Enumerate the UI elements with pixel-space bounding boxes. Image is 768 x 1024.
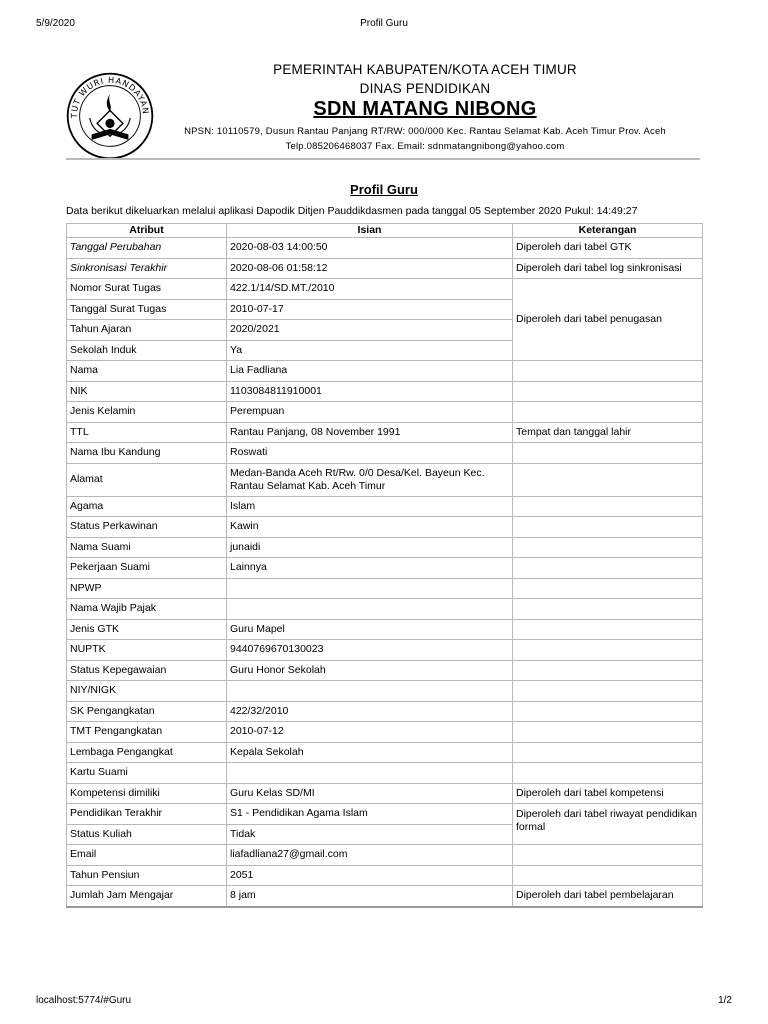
row-note	[513, 701, 703, 722]
row-attribute: Kartu Suami	[67, 763, 227, 784]
row-note	[513, 517, 703, 538]
row-attribute: NIK	[67, 381, 227, 402]
row-note: Diperoleh dari tabel kompetensi	[513, 783, 703, 804]
row-note	[513, 381, 703, 402]
row-note: Diperoleh dari tabel penugasan	[513, 279, 703, 361]
table-row	[67, 558, 703, 579]
row-value: 422/32/2010	[227, 701, 513, 722]
print-date: 5/9/2020	[36, 18, 75, 29]
row-value: Guru Honor Sekolah	[227, 660, 513, 681]
table-row	[67, 422, 703, 443]
row-note	[513, 681, 703, 702]
row-attribute: Tahun Pensiun	[67, 865, 227, 886]
row-value: Perempuan	[227, 402, 513, 423]
row-note: Diperoleh dari tabel pembelajaran	[513, 886, 703, 907]
table-row	[67, 463, 703, 496]
row-attribute: NIY/NIGK	[67, 681, 227, 702]
row-attribute: NUPTK	[67, 640, 227, 661]
table-row	[67, 660, 703, 681]
row-note	[513, 463, 703, 496]
row-attribute: Alamat	[67, 463, 227, 496]
row-attribute: NPWP	[67, 578, 227, 599]
row-note	[513, 558, 703, 579]
table-row	[67, 783, 703, 804]
table-row	[67, 578, 703, 599]
row-attribute: Jenis Kelamin	[67, 402, 227, 423]
row-note	[513, 496, 703, 517]
header-divider	[66, 158, 700, 160]
print-url: localhost:5774/#Guru	[36, 995, 132, 1006]
school-name: SDN MATANG NIBONG	[313, 98, 537, 120]
row-note	[513, 402, 703, 423]
table-row	[67, 402, 703, 423]
table-row	[67, 258, 703, 279]
tut-wuri-handayani-logo	[64, 70, 156, 162]
table-row	[67, 517, 703, 538]
row-value: Kepala Sekolah	[227, 742, 513, 763]
column-header-isian: Isian	[227, 224, 513, 238]
row-note	[513, 599, 703, 620]
row-value: Ya	[227, 340, 513, 361]
row-note: Diperoleh dari tabel log sinkronisasi	[513, 258, 703, 279]
row-attribute: Pekerjaan Suami	[67, 558, 227, 579]
print-page-number: 1/2	[718, 995, 732, 1006]
row-note	[513, 865, 703, 886]
table-row	[67, 279, 703, 300]
row-attribute: TTL	[67, 422, 227, 443]
svg-text:TUT WURI HANDAYANI: TUT WURI HANDAYAN	[68, 74, 152, 119]
row-attribute: Tanggal Surat Tugas	[67, 299, 227, 320]
row-attribute: Pendidikan Terakhir	[67, 804, 227, 825]
table-row	[67, 619, 703, 640]
row-attribute: Nama Wajib Pajak	[67, 599, 227, 620]
table-row	[67, 537, 703, 558]
table-row	[67, 361, 703, 382]
row-note	[513, 578, 703, 599]
row-value: S1 - Pendidikan Agama Islam	[227, 804, 513, 825]
document-title: Profil Guru	[350, 182, 418, 197]
row-attribute: Jumlah Jam Mengajar	[67, 886, 227, 907]
row-value: 422.1/14/SD.MT./2010	[227, 279, 513, 300]
column-header-keterangan: Keterangan	[513, 224, 703, 238]
table-row	[67, 742, 703, 763]
row-value: Kawin	[227, 517, 513, 538]
row-value: Lia Fadliana	[227, 361, 513, 382]
row-value	[227, 681, 513, 702]
row-attribute: Agama	[67, 496, 227, 517]
row-attribute: Sekolah Induk	[67, 340, 227, 361]
row-attribute: TMT Pengangkatan	[67, 722, 227, 743]
table-row	[67, 238, 703, 259]
school-contact: Telp.085206468037 Fax. Email: sdnmatangnibong@yahoo.com	[285, 141, 565, 152]
row-note: Diperoleh dari tabel GTK	[513, 238, 703, 259]
profile-table	[66, 223, 703, 908]
table-row	[67, 681, 703, 702]
row-value	[227, 599, 513, 620]
row-attribute: Nama	[67, 361, 227, 382]
column-header-atribut: Atribut	[67, 224, 227, 238]
row-note	[513, 763, 703, 784]
row-attribute: Tanggal Perubahan	[67, 238, 227, 259]
row-note	[513, 660, 703, 681]
row-value: Rantau Panjang, 08 November 1991	[227, 422, 513, 443]
row-value: junaidi	[227, 537, 513, 558]
row-attribute: Sinkronisasi Terakhir	[67, 258, 227, 279]
row-note: Tempat dan tanggal lahir	[513, 422, 703, 443]
row-value: 9440769670130023	[227, 640, 513, 661]
row-value: 2020-08-03 14:00:50	[227, 238, 513, 259]
table-row	[67, 599, 703, 620]
row-value	[227, 763, 513, 784]
row-note	[513, 619, 703, 640]
row-note	[513, 845, 703, 866]
row-value: Roswati	[227, 443, 513, 464]
table-row	[67, 640, 703, 661]
row-attribute: Status Perkawinan	[67, 517, 227, 538]
row-note	[513, 361, 703, 382]
table-row	[67, 443, 703, 464]
document-intro: Data berikut dikeluarkan melalui aplikasi Dapodik Ditjen Pauddikdasmen pada tanggal 05 September 2020 Pukul: 14:49:27	[66, 205, 638, 217]
row-value: Guru Kelas SD/MI	[227, 783, 513, 804]
row-value: Tidak	[227, 824, 513, 845]
table-row	[67, 701, 703, 722]
row-value: 2051	[227, 865, 513, 886]
row-attribute: Lembaga Pengangkat	[67, 742, 227, 763]
row-note	[513, 443, 703, 464]
row-note	[513, 640, 703, 661]
row-value: 2020-08-06 01:58:12	[227, 258, 513, 279]
row-value: 8 jam	[227, 886, 513, 907]
table-row	[67, 865, 703, 886]
row-note	[513, 742, 703, 763]
table-row	[67, 886, 703, 907]
table-row	[67, 722, 703, 743]
row-value: liafadliana27@gmail.com	[227, 845, 513, 866]
table-row	[67, 381, 703, 402]
row-attribute: Nomor Surat Tugas	[67, 279, 227, 300]
table-row	[67, 804, 703, 825]
row-value: 2010-07-17	[227, 299, 513, 320]
row-value: 2010-07-12	[227, 722, 513, 743]
row-value	[227, 578, 513, 599]
row-attribute: Status Kepegawaian	[67, 660, 227, 681]
row-attribute: Jenis GTK	[67, 619, 227, 640]
row-note: Diperoleh dari tabel riwayat pendidikan formal	[513, 804, 703, 845]
table-row	[67, 763, 703, 784]
table-header-row	[67, 224, 703, 238]
row-attribute: Status Kuliah	[67, 824, 227, 845]
row-attribute: SK Pengangkatan	[67, 701, 227, 722]
row-note	[513, 722, 703, 743]
row-note	[513, 537, 703, 558]
row-value: 2020/2021	[227, 320, 513, 341]
government-name: PEMERINTAH KABUPATEN/KOTA ACEH TIMUR	[273, 62, 577, 77]
table-row	[67, 845, 703, 866]
row-value: Islam	[227, 496, 513, 517]
row-value: Guru Mapel	[227, 619, 513, 640]
row-value: Lainnya	[227, 558, 513, 579]
table-row	[67, 496, 703, 517]
row-attribute: Kompetensi dimiliki	[67, 783, 227, 804]
row-value: 1103084811910001	[227, 381, 513, 402]
row-attribute: Nama Suami	[67, 537, 227, 558]
agency-name: DINAS PENDIDIKAN	[359, 81, 491, 96]
row-value: Medan-Banda Aceh Rt/Rw. 0/0 Desa/Kel. Bayeun Kec. Rantau Selamat Kab. Aceh Timur	[227, 463, 513, 496]
school-address: NPSN: 10110579, Dusun Rantau Panjang RT/RW: 000/000 Kec. Rantau Selamat Kab. Aceh Timur Prov. Aceh	[184, 126, 666, 137]
row-attribute: Nama Ibu Kandung	[67, 443, 227, 464]
row-attribute: Email	[67, 845, 227, 866]
row-attribute: Tahun Ajaran	[67, 320, 227, 341]
print-title: Profil Guru	[360, 18, 408, 29]
